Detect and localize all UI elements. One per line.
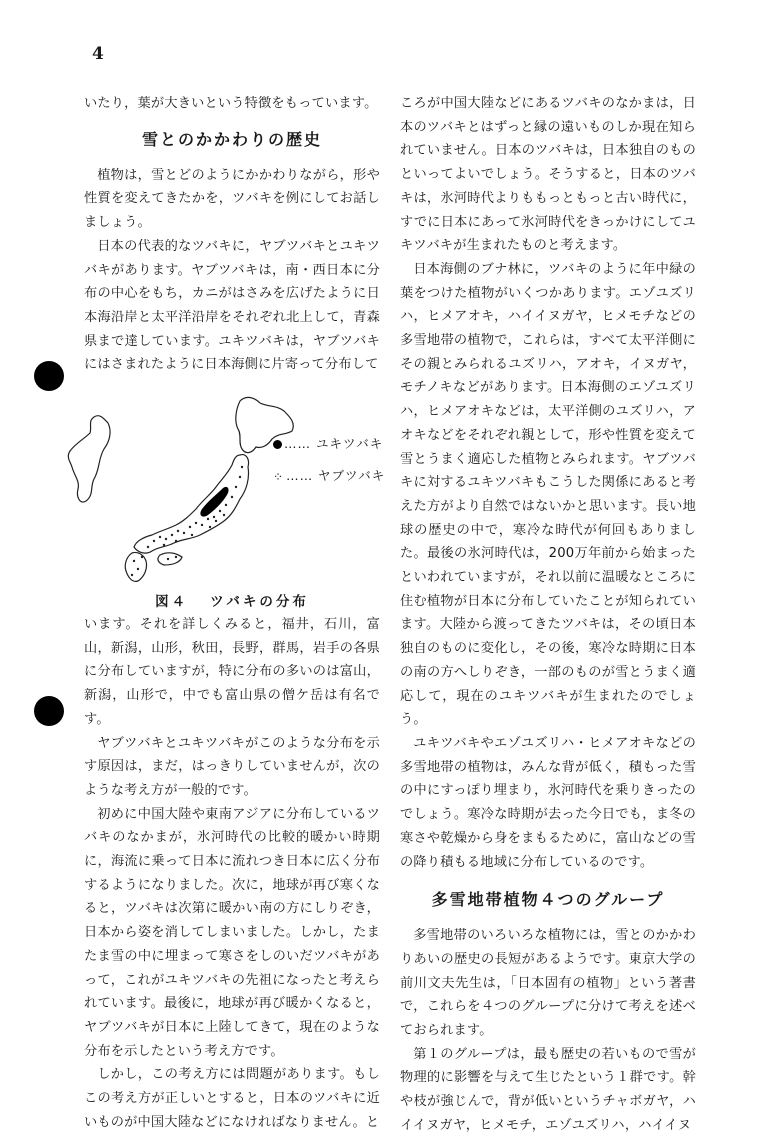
paragraph: 日本海側のブナ林に，ツバキのように年中緑の葉をつけた植物がいくつかあります。エゾユズリハ，ヒメアオキ，ハイイヌガヤ，ヒメモチなどの多雪地帯の植物で，これらは，すべて太平洋側にその親とみられるユズリハ，アオキ，イヌガヤ，モチノキなどがあります。日本海側のエゾユズリハ，ヒメアオキなどは，太平洋側のユズリハ，アオキなどをそれぞれ親として，形や性質を変えて雪とうまく適応した植物とみられます。ヤブツバキに対するユキツバキもこうした関係にあると考えた方がより自然ではないかと思います。長い地球の歴史の中で，寒冷な時代が何回もありました。最後の氷河時代は，200万年前から始まったといわれていますが，それ以前に温暖なところに住む植物が日本に分布していたことが知られています。大陸から渡ってきたツバキは，その頃日本独自のものに変化し，その後，寒冷な時期に日本の南の方へしりぞき，一部のものが雪とうまく適応して，現在のユキツバキが生まれたのでしょう。	[400, 261, 696, 728]
legend-yabutsubaki	[273, 466, 385, 484]
dotted-mark-icon: ⁘	[273, 469, 285, 484]
paragraph: 初めに中国大陸や東南アジアに分布しているツバキのなかまが，氷河時代の比較的暖かい時期に，海流に乗って日本に流れつき日本に広く分布するようになりました。次に，地球が再び寒くなると，ツバキは次第に暖かい南の方にしりぞき，日本から姿を消してしまいました。しかし，たまたま雪の中に埋まって寒さをしのいだツバキがあって，これがユキツバキの先祖になったと考えられています。最後に，地球が再び暖かくなると，ヤブツバキが日本に上陸してきて，現在のような分布を示したという考え方です。	[84, 806, 380, 1059]
legend-label: …… ユキツバキ	[284, 436, 384, 452]
paragraph: 日本の代表的なツバキに，ヤブツバキとユキツバキがあります。ヤブツバキは，南・西日本に分布の中心をもち，カニがはさみを広げたように日本海沿岸と太平洋沿岸をそれぞれ北上して，青森県まで達しています。ユキツバキは，ヤブツバキにはさまれたように日本海側に片寄って分布して	[84, 238, 380, 373]
section-heading: 雪とのかかわりの歴史	[141, 129, 322, 149]
binder-hole-bottom	[34, 696, 64, 726]
paragraph: います。それを詳しくみると，福井，石川，富山，新潟，山形，秋田，長野，群馬，岩手の各県に分布していますが，特に分布の多いのは富山，新潟，山形で，中でも富山県の僧ケ岳は有名です。	[84, 617, 380, 727]
paragraph: ヤブツバキとユキツバキがこのような分布を示す原因は，まだ，はっきりしていませんが，次のような考え方が一般的です。	[84, 735, 380, 798]
left-column	[84, 92, 386, 1135]
paragraph: 第１のグループは，最も歴史の若いもので雪が物理的に影響を与えて生じたという１群です。幹や枝が強じんで，背が低いというチャボガヤ，ハイイヌガヤ，ヒメモチ，エゾユズリハ，ハイイヌ	[400, 1046, 696, 1133]
kyushu-outline	[125, 553, 146, 582]
figure-caption	[84, 591, 380, 613]
paragraph: 植物は，雪とどのようにかかわりながら，形や性質を変えてきたかを，ツバキを例にしてお話しましょう。	[84, 167, 380, 231]
binder-hole-top	[34, 361, 64, 391]
figure-number: 図４	[155, 594, 189, 611]
figure-title: ツバキの分布	[210, 594, 309, 611]
paragraph: ユキツバキやエゾユズリハ・ヒメアオキなどの多雪地帯の植物は，みんな背が低く，積もった雪の中にすっぽり埋まり，氷河時代を乗りきったのでしょう。寒冷な時期が去った今日でも，ま冬の寒さや乾燥から身をまもるために，富山などの雪の降り積もる地域に分布しているのです。	[400, 735, 696, 870]
legend-yukitsubaki	[273, 434, 383, 452]
paragraph: いたり，葉が大きいという特徴をもっています。	[84, 96, 378, 111]
shikoku-outline	[158, 553, 182, 565]
section-heading: 多雪地帯植物４つのグループ	[431, 890, 665, 910]
paragraph: ころが中国大陸などにあるツバキのなかまは，日本のツバキとはずっと縁の遠いものしか現在知られていません。日本のツバキは，日本独自のものといってよいでしょう。そうすると，日本のツバキは，氷河時代よりももっともっと古い時代に，すでに日本にあって氷河時代をきっかけにしてユキツバキが生まれたものと考えます。	[400, 96, 696, 254]
paragraph: しかし，この考え方には問題があります。もしこの考え方が正しいとすると，日本のツバキに近いものが中国大陸などになければなりません。と	[84, 1067, 380, 1130]
paragraph: 多雪地帯のいろいろな植物には，雪とのかかわりあいの歴史の長短があるようです。東京大学の前川文夫先生は，「日本固有の植物」という著書で，これらを４つのグループに分けて考えを述べておられます。	[400, 928, 696, 1039]
yukitsubaki-region	[200, 487, 228, 517]
right-column	[400, 92, 696, 1138]
korea-outline	[68, 416, 110, 502]
japan-map	[64, 389, 304, 589]
yabutsubaki-dots	[131, 466, 243, 576]
legend-label: …… ヤブツバキ	[286, 468, 386, 484]
page-number: 4	[92, 44, 104, 64]
distribution-map-figure	[84, 389, 386, 587]
filled-dot-icon	[273, 440, 282, 449]
honshu-outline	[134, 455, 249, 553]
